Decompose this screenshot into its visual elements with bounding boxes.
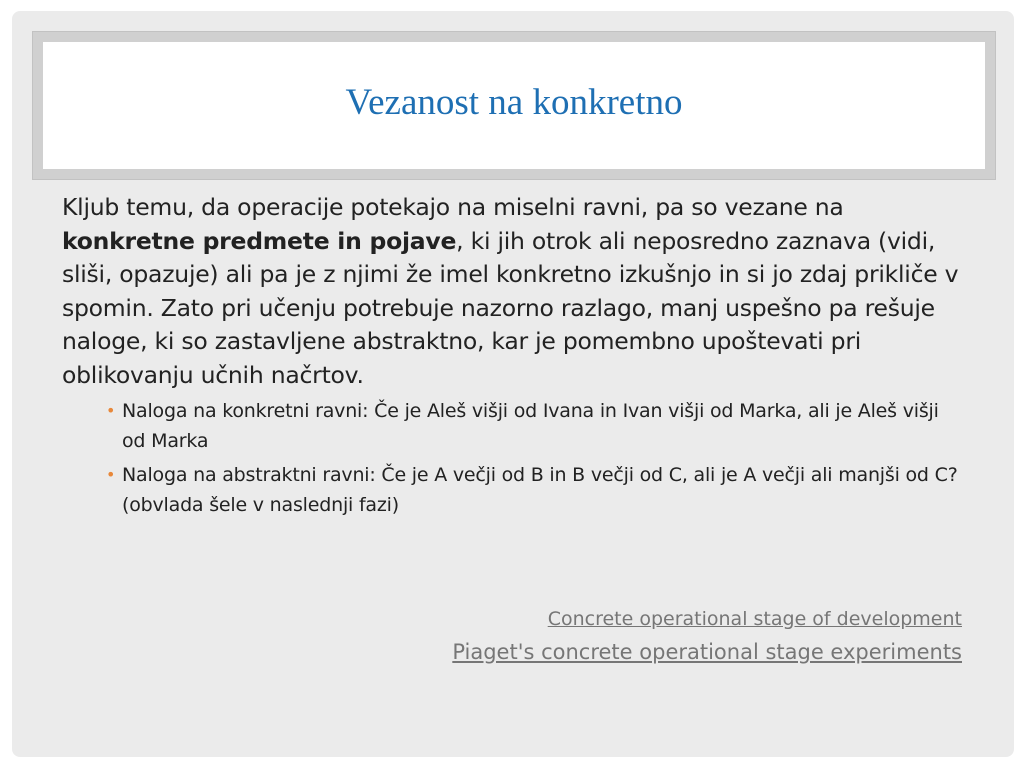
bullet-list [62, 396, 962, 520]
link-concrete-operational-stage[interactable]: Concrete operational stage of development [547, 608, 962, 630]
main-paragraph [62, 191, 962, 392]
paragraph-bold-text: konkretne predmete in pojave [62, 226, 457, 255]
title-frame [32, 31, 996, 180]
bullet-text: Naloga na konkretni ravni: Če je Aleš višji od Ivana in Ivan višji od Marka, ali je Aleš višji od Marka [122, 400, 939, 452]
bullet-icon: • [106, 401, 116, 420]
slide-title: Vezanost na konkretno [345, 82, 683, 123]
bullet-icon: • [106, 465, 116, 484]
slide-body [62, 191, 962, 524]
bullet-text: Naloga na abstraktni ravni: Če je A večji od B in B večji od C, ali je A večji ali manjši od C? (obvlada šele v naslednji fazi) [122, 464, 958, 516]
bullet-item-concrete [106, 396, 962, 456]
paragraph-text-start: Kljub temu, da operacije potekajo na miselni ravni, pa so vezane na [62, 193, 844, 221]
title-box [43, 42, 985, 169]
links-block [452, 603, 962, 669]
bullet-item-abstract [106, 460, 962, 520]
paragraph-text-end: , ki jih otrok ali neposredno zaznava (vidi, sliši, opazuje) ali pa je z njimi že imel konkretno izkušnjo in si jo zdaj prikliče v spomin. Zato pri učenju potrebuje nazorno razlago, manj uspešno pa rešuje naloge, ki so zastavljene abstraktno, kar je pomembno upoštevati pri oblikovanju učnih načrtov. [62, 226, 959, 389]
link-piaget-experiments[interactable]: Piaget's concrete operational stage experiments [452, 640, 962, 664]
